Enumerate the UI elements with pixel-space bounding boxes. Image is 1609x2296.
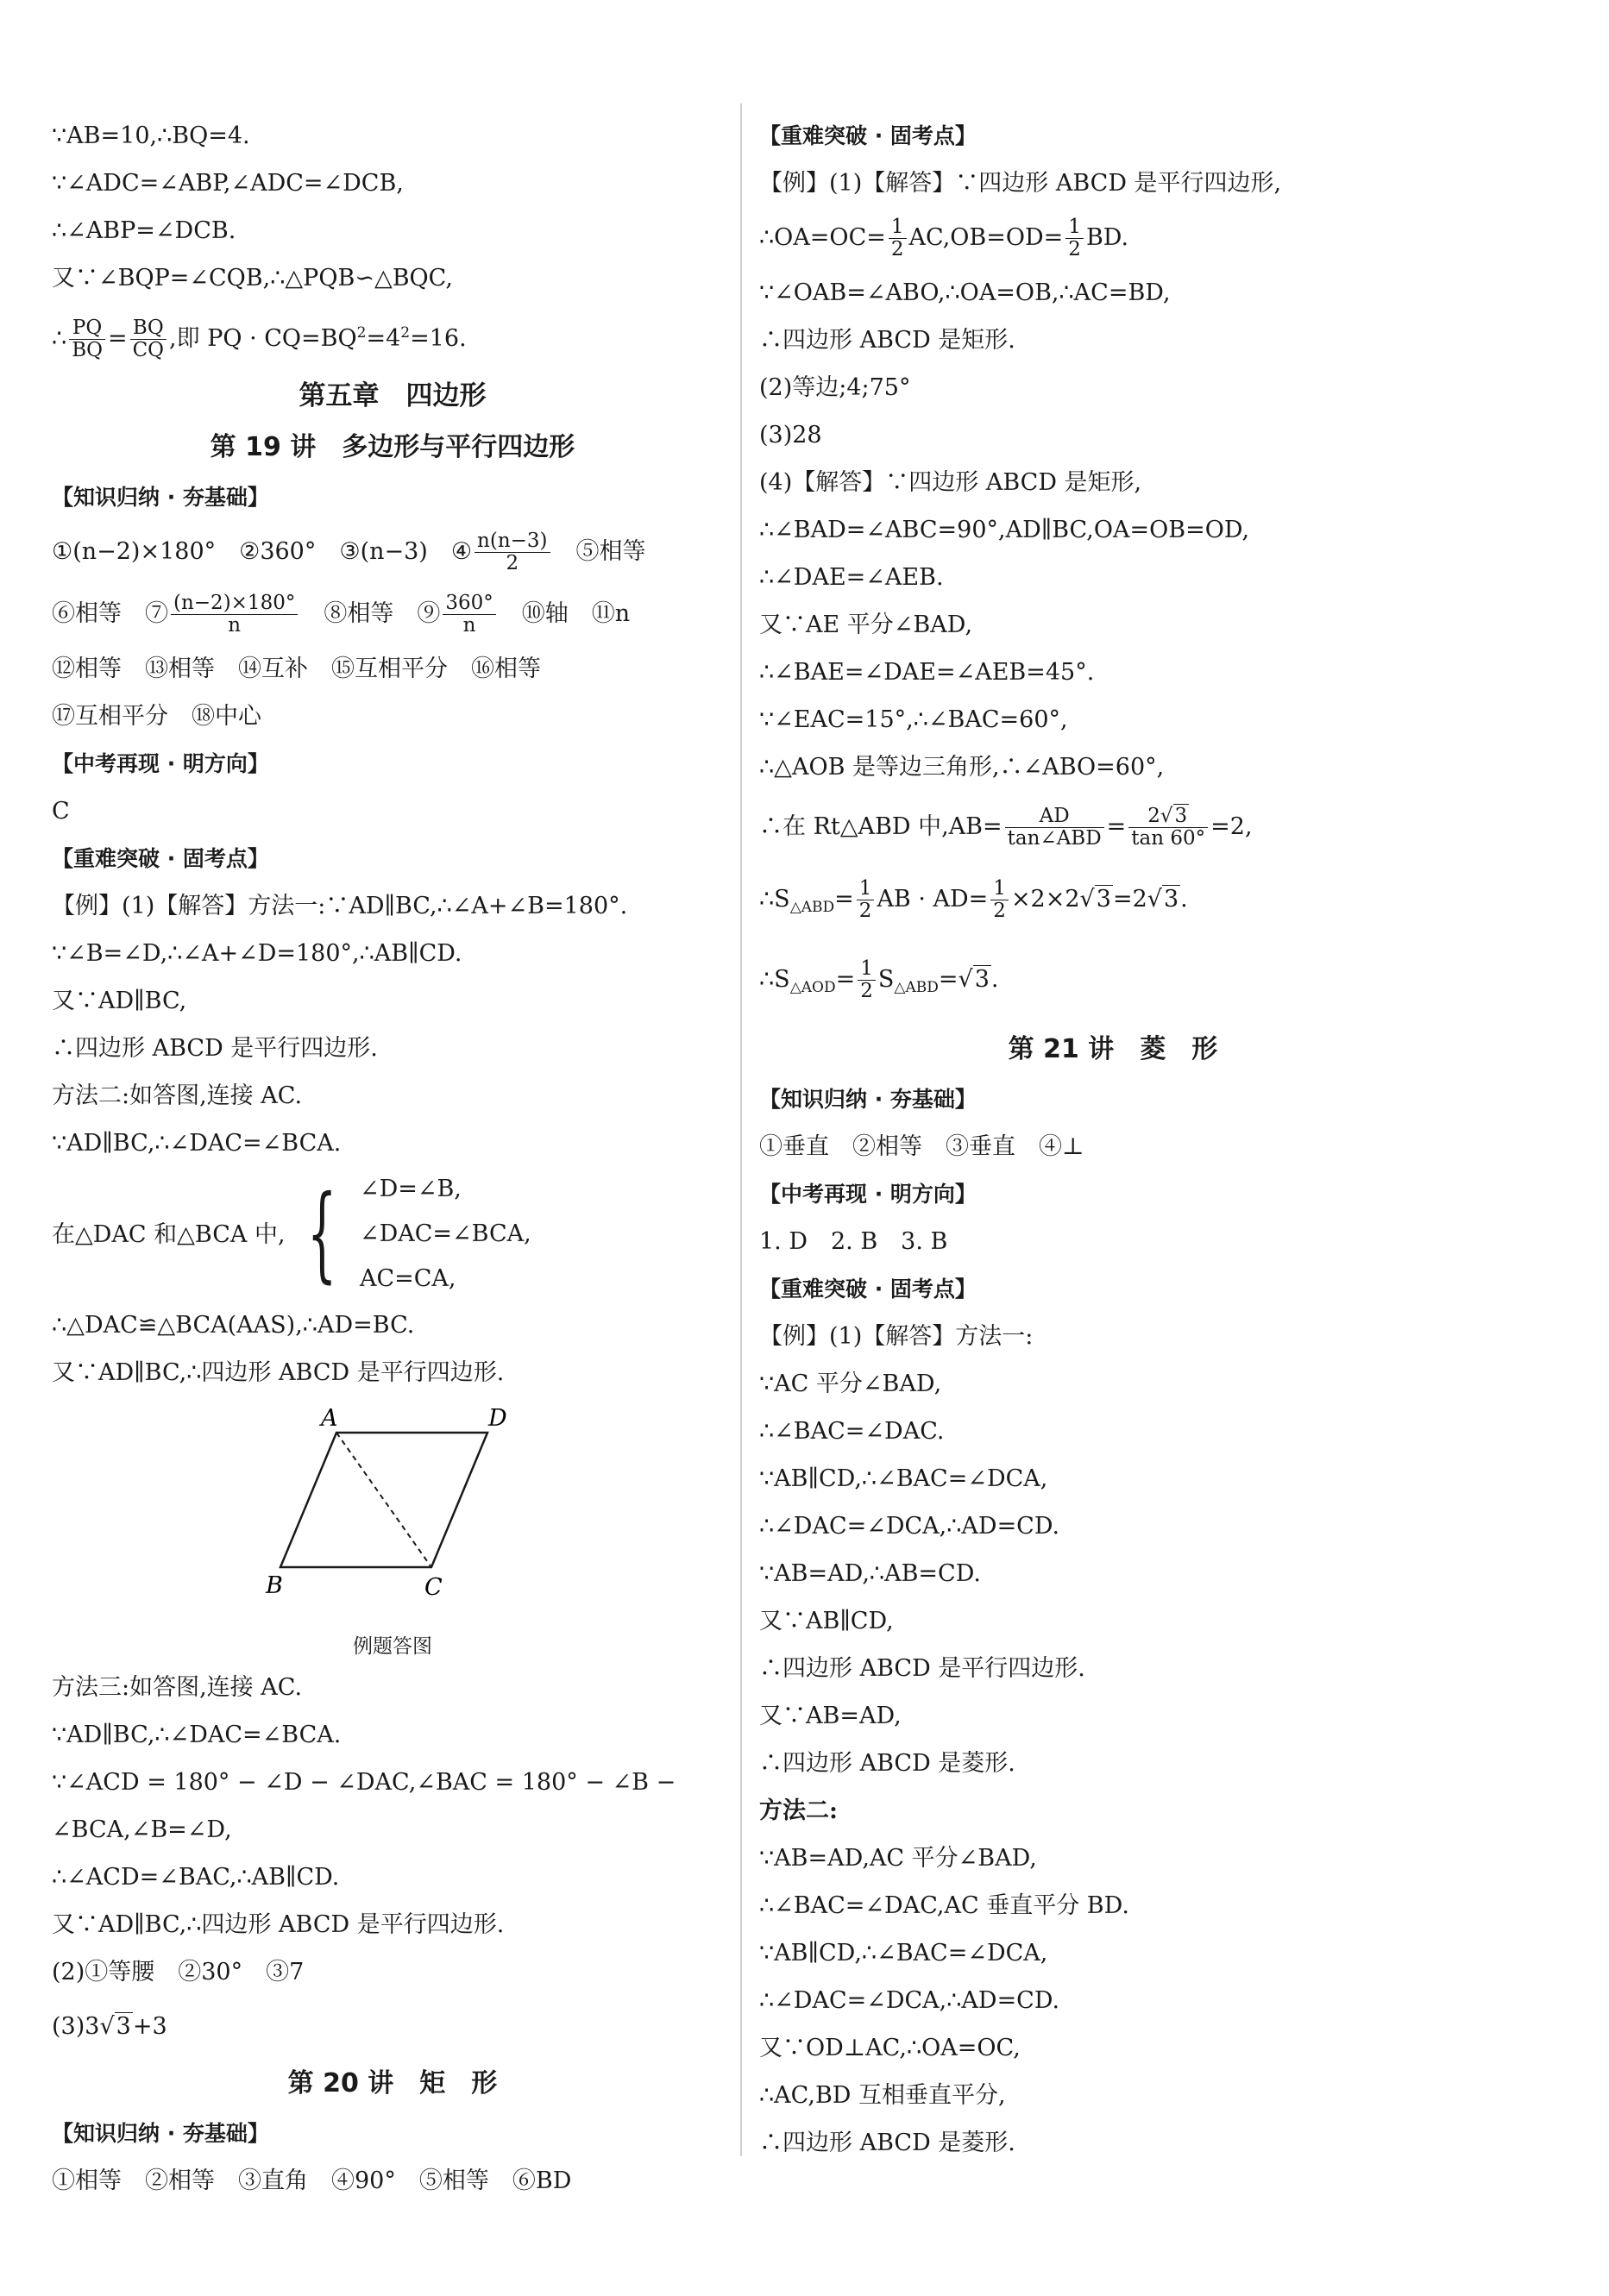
text-line: ∵∠B=∠D,∴∠A+∠D=180°,∴AB∥CD. (52, 940, 462, 967)
formula-line: $\therefore S_{\triangle ABD}=$ $\frac{1}{2}$ AB · AD= $\frac{1}{2}$ ×2×2√3=2√3. (759, 876, 1188, 922)
fraction: $\frac{PQ}{BQ}$ (69, 317, 105, 362)
text-line: ∴∠ABP=∠DCB. (52, 217, 236, 244)
section-heading: 【知识归纳 · 夯基础】 (759, 1087, 977, 1112)
section-heading: 【知识归纳 · 夯基础】 (52, 485, 269, 510)
section-heading: 【中考再现 · 明方向】 (52, 751, 269, 776)
text-line: ∴四边形 ABCD 是菱形. (759, 2130, 1015, 2156)
fraction: $\frac{1}{2}$ (889, 216, 907, 261)
parallelogram-figure (52, 1396, 733, 1629)
text-line: ∴∠BAE=∠DAE=∠AEB=45°. (759, 659, 1095, 686)
text-line: ∵AD∥BC,∴∠DAC=∠BCA. (52, 1130, 342, 1157)
answer-line: C (52, 798, 70, 825)
text-line: ∴∠DAC=∠DCA,∴AD=CD. (759, 1987, 1060, 2014)
text-line: ∴四边形 ABCD 是矩形. (759, 327, 1015, 354)
fraction: $\frac{1}{2}$ (857, 878, 875, 923)
text-line: ∴四边形 ABCD 是平行四边形. (759, 1655, 1085, 1682)
formula-line: $\therefore S_{\triangle AOD}=$ $\frac{1}{2}$ $S_{\triangle ABD}=√3$. (759, 957, 999, 1002)
left-brace: { (306, 1174, 336, 1294)
text-line: ∵∠ACD = 180° − ∠D − ∠DAC,∠BAC = 180° − ∠B − (52, 1769, 676, 1796)
text-line: 【例】(1)【解答】方法一: (759, 1323, 1034, 1350)
diagonal-AC (336, 1433, 431, 1567)
text-line: 又∵OD⊥AC,∴OA=OC, (759, 2035, 1021, 2061)
text-line: ∴△AOB 是等边三角形,∴∠ABO=60°, (759, 754, 1165, 781)
text-line: ∵∠OAB=∠ABO,∴OA=OB,∴AC=BD, (759, 279, 1171, 306)
text-line: ∵AB=10,∴BQ=4. (52, 122, 250, 149)
text-line: ∴∠DAE=∠AEB. (759, 564, 944, 591)
answer-line: (2)等边;4;75° (759, 374, 911, 401)
fraction: $\frac{1}{2}$ (1065, 216, 1084, 261)
lecture-title: 第 20 讲 矩 形 (287, 2068, 498, 2098)
figure-caption: 例题答图 (353, 1635, 432, 1658)
fraction: $\frac{1}{2}$ (990, 878, 1009, 923)
fraction: $\frac{2√3}{\tan 60^\circ}$ (1128, 806, 1208, 850)
formula-line: ∴在 Rt△ABD 中,AB= $\frac{AD}{\text{tan∠ABD}}$ = $\frac{2√3}{\tan 60^\circ}$ =2, (759, 804, 1253, 850)
text-line: 【例】(1)【解答】∵四边形 ABCD 是平行四边形, (759, 170, 1282, 197)
answer-line: ⑥相等 ⑦ $\frac{(n-2)\times 180^\circ}{n}$ ⑧相等 ⑨ $\frac{360^\circ}{n}$ ⑩轴 ⑪n (52, 591, 631, 637)
text-line: 【例】(1)【解答】方法一:∵AD∥BC,∴∠A+∠B=180°. (52, 893, 628, 919)
text-line: (4)【解答】∵四边形 ABCD 是矩形, (759, 469, 1142, 496)
answer-line: ①垂直 ②相等 ③垂直 ④⊥ (759, 1133, 1084, 1160)
text-line: ∵AB=AD,AC 平分∠BAD, (759, 1845, 1037, 1872)
text-line: 方法二:如答图,连接 AC. (52, 1082, 303, 1109)
section-heading: 【中考再现 · 明方向】 (759, 1182, 977, 1207)
text-line: ∵∠ADC=∠ABP,∠ADC=∠DCB, (52, 170, 404, 197)
answer-line: (3)28 (759, 422, 822, 449)
answer-line: ①(n−2)×180° ②360° ③(n−3) ④ $\frac{n(n-3)}{2}$ ⑤相等 (52, 529, 646, 574)
text-line: ∴∠DAC=∠DCA,∴AD=CD. (759, 1513, 1060, 1540)
text-line: 又∵AD∥BC,∴四边形 ABCD 是平行四边形. (52, 1359, 505, 1386)
answer-line: 1. D 2. B 3. B (759, 1228, 948, 1255)
text-line: 又∵AB=AD, (759, 1703, 902, 1729)
formula-line: ∴ $\frac{PQ}{BQ}$ = $\frac{BQ}{CQ}$ ,即 PQ · $CQ=BQ^2=4^2=16$. (52, 316, 467, 361)
answer-line: ①相等 ②相等 ③直角 ④90° ⑤相等 ⑥BD (52, 2167, 572, 2194)
text-line: ∴△DAC≌△BCA(AAS),∴AD=BC. (52, 1312, 415, 1339)
fraction: $\frac{n(n-3)}{2}$ (475, 530, 550, 575)
text-line: ∴∠BAD=∠ABC=90°,AD∥BC,OA=OB=OD, (759, 517, 1250, 543)
fraction: $\frac{(n-2)\times 180^\circ}{n}$ (171, 593, 298, 637)
answer-line: (3)3√3+3 (52, 2013, 167, 2040)
right-column (759, 112, 1467, 2167)
equation-system: 在△DAC 和△BCA 中, { ∠D=∠B, ∠DAC=∠BCA, AC=CA, (52, 1167, 733, 1302)
text-line: ∴∠BAC=∠DAC,AC 垂直平分 BD. (759, 1892, 1129, 1919)
text-line: ∵AD∥BC,∴∠DAC=∠BCA. (52, 1722, 342, 1748)
text-line: ∵AB∥CD,∴∠BAC=∠DCA, (759, 1940, 1048, 1967)
text-line: 又∵AE 平分∠BAD, (759, 612, 973, 638)
fraction: $\frac{AD}{\text{tan∠ABD}}$ (1005, 806, 1104, 850)
answer-line: (2)①等腰 ②30° ③7 (52, 1959, 305, 1985)
section-heading: 【知识归纳 · 夯基础】 (52, 2121, 269, 2146)
text-line: ∵AB∥CD,∴∠BAC=∠DCA, (759, 1465, 1048, 1492)
text-line: ∴四边形 ABCD 是平行四边形. (52, 1035, 378, 1062)
text-line: 方法三:如答图,连接 AC. (52, 1674, 303, 1701)
formula-line: ∴OA=OC= $\frac{1}{2}$ AC,OB=OD= $\frac{1}{2}$ BD. (759, 215, 1129, 260)
section-heading: 【重难突破 · 固考点】 (52, 846, 269, 871)
text-line: ∴AC,BD 互相垂直平分, (759, 2082, 1006, 2109)
text-line: 又∵AB∥CD, (759, 1608, 894, 1634)
fraction: $\frac{BQ}{CQ}$ (130, 317, 167, 362)
text-line: ∴∠BAC=∠DAC. (759, 1418, 945, 1445)
text-line: 又∵∠BQP=∠CQB,∴△PQB∽△BQC, (52, 265, 453, 292)
text-line: ∴∠ACD=∠BAC,∴AB∥CD. (52, 1864, 340, 1891)
left-column (52, 112, 733, 2205)
text-line: ∵AB=AD,∴AB=CD. (759, 1560, 981, 1587)
fraction: $\frac{360^\circ}{n}$ (443, 593, 495, 637)
parallelogram-outline (280, 1433, 487, 1567)
text-line: ∵AC 平分∠BAD, (759, 1371, 942, 1397)
answer-line: ⑫相等 ⑬相等 ⑭互补 ⑮互相平分 ⑯相等 (52, 656, 541, 682)
answer-line: ⑰互相平分 ⑱中心 (52, 703, 261, 730)
vertex-label-B: B (266, 1572, 283, 1599)
vertex-label-A: A (321, 1405, 338, 1432)
vertex-label-D: D (488, 1405, 507, 1432)
text-line: 又∵AD∥BC, (52, 988, 187, 1014)
lecture-title: 第 21 讲 菱 形 (1008, 1034, 1218, 1064)
fraction: $\frac{1}{2}$ (858, 958, 876, 1003)
text-line: ∠BCA,∠B=∠D, (52, 1816, 232, 1843)
section-heading: 【重难突破 · 固考点】 (759, 1277, 977, 1302)
text-line: ∴四边形 ABCD 是菱形. (759, 1750, 1015, 1777)
column-divider (740, 104, 742, 2156)
lecture-title: 第 19 讲 多边形与平行四边形 (210, 432, 575, 462)
text-line: 方法二: (759, 1797, 838, 1824)
text-line: 又∵AD∥BC,∴四边形 ABCD 是平行四边形. (52, 1911, 505, 1938)
chapter-title: 第五章 四边形 (299, 380, 487, 411)
vertex-label-C: C (424, 1574, 443, 1601)
text-line: ∵∠EAC=15°,∴∠BAC=60°, (759, 706, 1068, 733)
section-heading: 【重难突破 · 固考点】 (759, 123, 977, 148)
